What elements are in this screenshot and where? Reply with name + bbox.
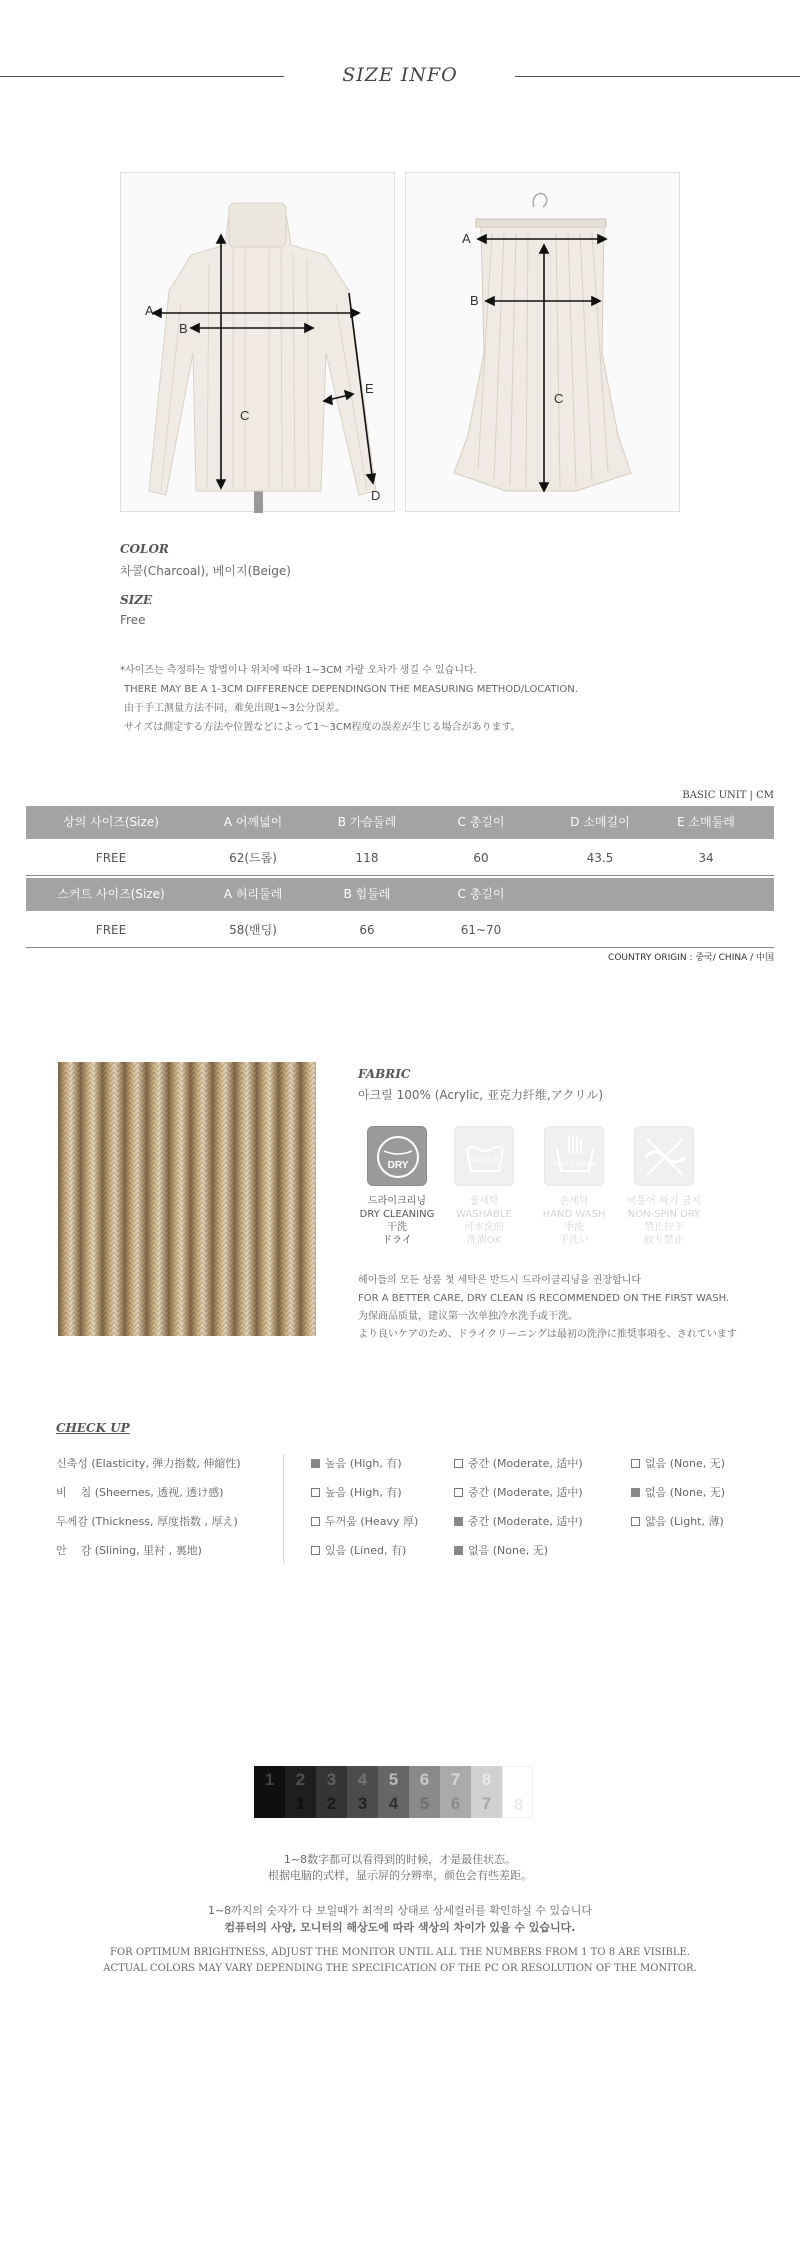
checkup-row-elasticity (56, 1455, 776, 1475)
checkup-option (454, 1513, 583, 1529)
top-cell-length: 60 (473, 851, 489, 865)
top-cell-sleeve-width: 34 (698, 851, 714, 865)
sweater-label-d: D (371, 488, 381, 503)
wash-label-line: WASHABLE (456, 1209, 512, 1220)
grayscale-swatch (347, 1766, 378, 1818)
skirt-label-b: B (470, 293, 479, 308)
grayscale-top-number: 8 (481, 1770, 492, 1789)
wash-label-line: 비틀어 짜기 금지 (627, 1196, 701, 1207)
hand-wash-icon (544, 1126, 604, 1186)
checkup-label: 두께감 (Thickness, 厚度指数 , 厚え) (56, 1515, 238, 1528)
sweater-label-e: E (365, 381, 374, 396)
checkup-option (311, 1513, 418, 1529)
grayscale-bottom-number: 3 (357, 1794, 368, 1813)
measurement-note (120, 661, 720, 737)
checkbox-checked (311, 1459, 320, 1468)
checkbox-unchecked (631, 1459, 640, 1468)
care-cn: 为保商品质量，建议第一次单独冷水洗手或干洗。 (358, 1311, 578, 1322)
grayscale-swatch (285, 1766, 316, 1818)
checkup-option (631, 1513, 724, 1529)
checkup-label: 신축성 (Elasticity, 弹力指数, 伸縮性) (56, 1457, 241, 1470)
sweater-illustration (121, 173, 396, 513)
checkbox-checked (631, 1488, 640, 1497)
grayscale-bottom-number: 4 (388, 1794, 399, 1813)
skirt-cell-waist: 58(밴딩) (229, 923, 277, 937)
dry-icon-text: DRY (387, 1160, 409, 1171)
checkup-option (454, 1455, 583, 1471)
grayscale-swatch (378, 1766, 409, 1818)
skirt-size-header-row (26, 878, 774, 911)
option-label: 높음 (High, 有) (325, 1486, 402, 1499)
checkup-option (311, 1484, 402, 1500)
checkup-label: 안 감 (Slining, 里衬 , 裏地) (56, 1544, 202, 1557)
grayscale-top-number: 1 (264, 1770, 275, 1789)
option-label: 없음 (None, 无) (468, 1544, 549, 1557)
skirt-label-a: A (462, 231, 471, 246)
sweater-label-c: C (240, 408, 250, 423)
top-cell-sleeve-length: 43.5 (586, 851, 614, 865)
top-cell-size: FREE (95, 851, 127, 865)
checkup-row-lining (56, 1542, 776, 1562)
wash-label-line: ドライ (382, 1235, 412, 1246)
grayscale-bottom-number: 1 (295, 1794, 306, 1813)
skirt-size-diagram (405, 172, 680, 512)
wash-label-line: 손세탁 (559, 1196, 589, 1207)
checkup-option (311, 1455, 402, 1471)
skirt-label-c: C (554, 391, 564, 406)
option-label: 높음 (High, 有) (325, 1457, 402, 1470)
wash-label-line: 禁止拧干 (644, 1222, 684, 1233)
country-origin: COUNTRY ORIGIN : 중국/ CHINA / 中国 (608, 953, 774, 963)
skirt-header-length: C 총길이 (457, 887, 505, 901)
color-value: 차콜(Charcoal), 베이지(Beige) (120, 564, 291, 578)
wash-label-no-spin (616, 1195, 712, 1247)
grayscale-bottom-number: 5 (419, 1794, 430, 1813)
checkup-row-thickness (56, 1513, 776, 1533)
footer-cn-1: 1~8数字都可以看得到的时候，才是最佳状态。 (283, 1853, 517, 1866)
wash-label-line: NON-SPIN DRY (627, 1209, 701, 1220)
care-jp: より良いケアのため、ドライクリーニングは最初の洗浄に推奨事項を、されています (358, 1329, 737, 1340)
grayscale-swatch (254, 1766, 285, 1818)
option-label: 두꺼움 (Heavy 厚) (325, 1515, 419, 1528)
checkup-option (311, 1542, 406, 1558)
dry-clean-icon (367, 1126, 427, 1186)
wash-label-line: DRY CLEANING (359, 1209, 435, 1220)
skirt-cell-length: 61~70 (460, 923, 502, 937)
care-kr: 헤이들의 모든 상품 첫 세탁은 반드시 드라이클리닝을 권장합니다 (358, 1275, 642, 1286)
grayscale-bottom-number: 2 (326, 1794, 337, 1813)
checkbox-unchecked (311, 1488, 320, 1497)
checkbox-unchecked (631, 1517, 640, 1526)
option-label: 얇음 (Light, 薄) (645, 1515, 724, 1528)
hand-wash-basin-icon (454, 1126, 514, 1186)
footer-cn-2: 根据电脑的式样，显示屏的分辨率，颜色会有些差距。 (268, 1869, 532, 1882)
checkup-option (631, 1484, 725, 1500)
top-header-shoulder: A 어깨넓이 (223, 815, 283, 829)
sweater-size-diagram (120, 172, 395, 512)
checkup-row-sheerness (56, 1484, 776, 1504)
top-header-sleeve-length: D 소매길이 (570, 815, 630, 829)
skirt-header-size: 스커트 사이즈(Size) (57, 887, 165, 901)
size-heading: SIZE (120, 593, 153, 607)
checkbox-checked (454, 1546, 463, 1555)
checkup-option (454, 1542, 548, 1558)
checkbox-unchecked (311, 1517, 320, 1526)
wash-label-line: 手洗 (564, 1222, 584, 1233)
grayscale-bottom-number: 7 (481, 1794, 492, 1813)
top-header-length: C 총길이 (457, 815, 505, 829)
option-label: 중간 (Moderate, 适中) (468, 1457, 583, 1470)
top-header-chest: B 가슴둘레 (337, 815, 397, 829)
wash-label-dry-clean (349, 1195, 445, 1247)
top-size-header-row (26, 806, 774, 839)
checkup-label: 비 침 (Sheernes, 透视, 透け感) (56, 1486, 224, 1499)
skirt-size-row (26, 912, 774, 948)
wash-label-line: 干洗 (387, 1222, 407, 1233)
grayscale-swatch (471, 1766, 502, 1818)
checkbox-unchecked (311, 1546, 320, 1555)
grayscale-top-number: 2 (295, 1770, 306, 1789)
option-label: 중간 (Moderate, 适中) (468, 1486, 583, 1499)
option-label: 없음 (None, 无) (645, 1457, 726, 1470)
color-heading: COLOR (120, 542, 169, 556)
note-en: THERE MAY BE A 1-3CM DIFFERENCE DEPENDINGON THE MEASURING METHOD/LOCATION. (124, 684, 578, 695)
checkbox-unchecked (454, 1488, 463, 1497)
washable-icon-text: WATER (471, 1155, 499, 1164)
wash-label-hand-wash (526, 1195, 622, 1247)
top-header-size: 상의 사이즈(Size) (63, 815, 159, 829)
footer-en-2: ACTUAL COLORS MAY VARY DEPENDING THE SPECIFICATION OF THE PC OR RESOLUTION OF THE MONITOR. (103, 1963, 697, 1974)
skirt-cell-size: FREE (95, 923, 127, 937)
footer-kr-2: 컴퓨터의 사양, 모니터의 해상도에 따라 색상의 차이가 있을 수 있습니다. (224, 1921, 576, 1934)
checkbox-checked (454, 1517, 463, 1526)
wash-label-line: 手洗い (559, 1235, 589, 1246)
page-title: SIZE INFO (342, 64, 458, 86)
top-cell-shoulder: 62(드롭) (229, 851, 277, 865)
grayscale-swatch (316, 1766, 347, 1818)
footer-en-1: FOR OPTIMUM BRIGHTNESS, ADJUST THE MONITOR UNTIL ALL THE NUMBERS FROM 1 TO 8 ARE VISIBLE. (110, 1947, 690, 1958)
wash-label-washable (436, 1195, 532, 1247)
grayscale-swatch (440, 1766, 471, 1818)
skirt-cell-hip: 66 (359, 923, 375, 937)
skirt-header-waist: A 허리둘레 (223, 887, 283, 901)
checkup-heading: CHECK UP (56, 1421, 130, 1435)
wash-label-line: 드라이크리닝 (368, 1196, 426, 1207)
hand-wash-icon-text: HAND WASH (553, 1161, 597, 1168)
sweater-label-a: A (145, 303, 154, 318)
option-label: 없음 (None, 无) (645, 1486, 726, 1499)
size-value: Free (120, 613, 146, 627)
note-cn: 由于手工测量方法不同，难免出现1~3公分误差。 (124, 703, 346, 714)
note-jp: サイズは測定する方法や位置などによって1～3CM程度の誤差が生じる場合があります。 (124, 722, 521, 733)
sweater-label-b: B (179, 321, 188, 336)
top-size-row (26, 840, 774, 876)
grayscale-bottom-number: 6 (450, 1794, 461, 1813)
wash-label-line: 울세탁 (469, 1196, 499, 1207)
grayscale-swatch (502, 1766, 533, 1818)
skirt-header-hip: B 힙둘레 (343, 887, 391, 901)
option-label: 있음 (Lined, 有) (325, 1544, 407, 1557)
option-label: 중간 (Moderate, 适中) (468, 1515, 583, 1528)
grayscale-top-number: 3 (326, 1770, 337, 1789)
wash-label-line: 洗濯OK (466, 1235, 502, 1246)
top-header-sleeve-width: E 소매둘레 (677, 815, 735, 829)
care-instructions (358, 1272, 778, 1344)
wash-label-line: 可水洗的 (464, 1222, 504, 1233)
footer-kr-1: 1~8까지의 숫자가 다 보일때가 최적의 상태로 상세컬러를 확인하실 수 있습니다 (207, 1904, 593, 1917)
grayscale-top-number: 5 (388, 1770, 399, 1789)
grayscale-swatch (409, 1766, 440, 1818)
wash-label-line: HAND WASH (542, 1209, 606, 1220)
unit-label: BASIC UNIT | CM (682, 790, 774, 801)
top-cell-chest: 118 (355, 851, 379, 865)
checkup-option (631, 1455, 725, 1471)
care-en: FOR A BETTER CARE, DRY CLEAN IS RECOMMENDED ON THE FIRST WASH. (358, 1293, 730, 1304)
no-spin-dry-icon (634, 1126, 694, 1186)
note-kr: *사이즈는 측정하는 방법이나 위치에 따라 1~3CM 가량 오차가 생길 수 있습니다. (120, 665, 477, 676)
skirt-illustration (406, 173, 681, 513)
fabric-heading: FABRIC (358, 1067, 411, 1081)
checkup-option (454, 1484, 583, 1500)
fabric-value: 아크릴 100% (Acrylic, 亚克力纤维,アクリル) (358, 1088, 604, 1102)
fabric-swatch (58, 1062, 316, 1336)
wash-label-line: 絞り禁止 (644, 1235, 684, 1246)
grayscale-bottom-number: 8 (513, 1795, 524, 1814)
grayscale-top-number: 4 (357, 1770, 368, 1789)
checkbox-unchecked (454, 1459, 463, 1468)
grayscale-top-number: 6 (419, 1770, 430, 1789)
grayscale-top-number: 7 (450, 1770, 461, 1789)
